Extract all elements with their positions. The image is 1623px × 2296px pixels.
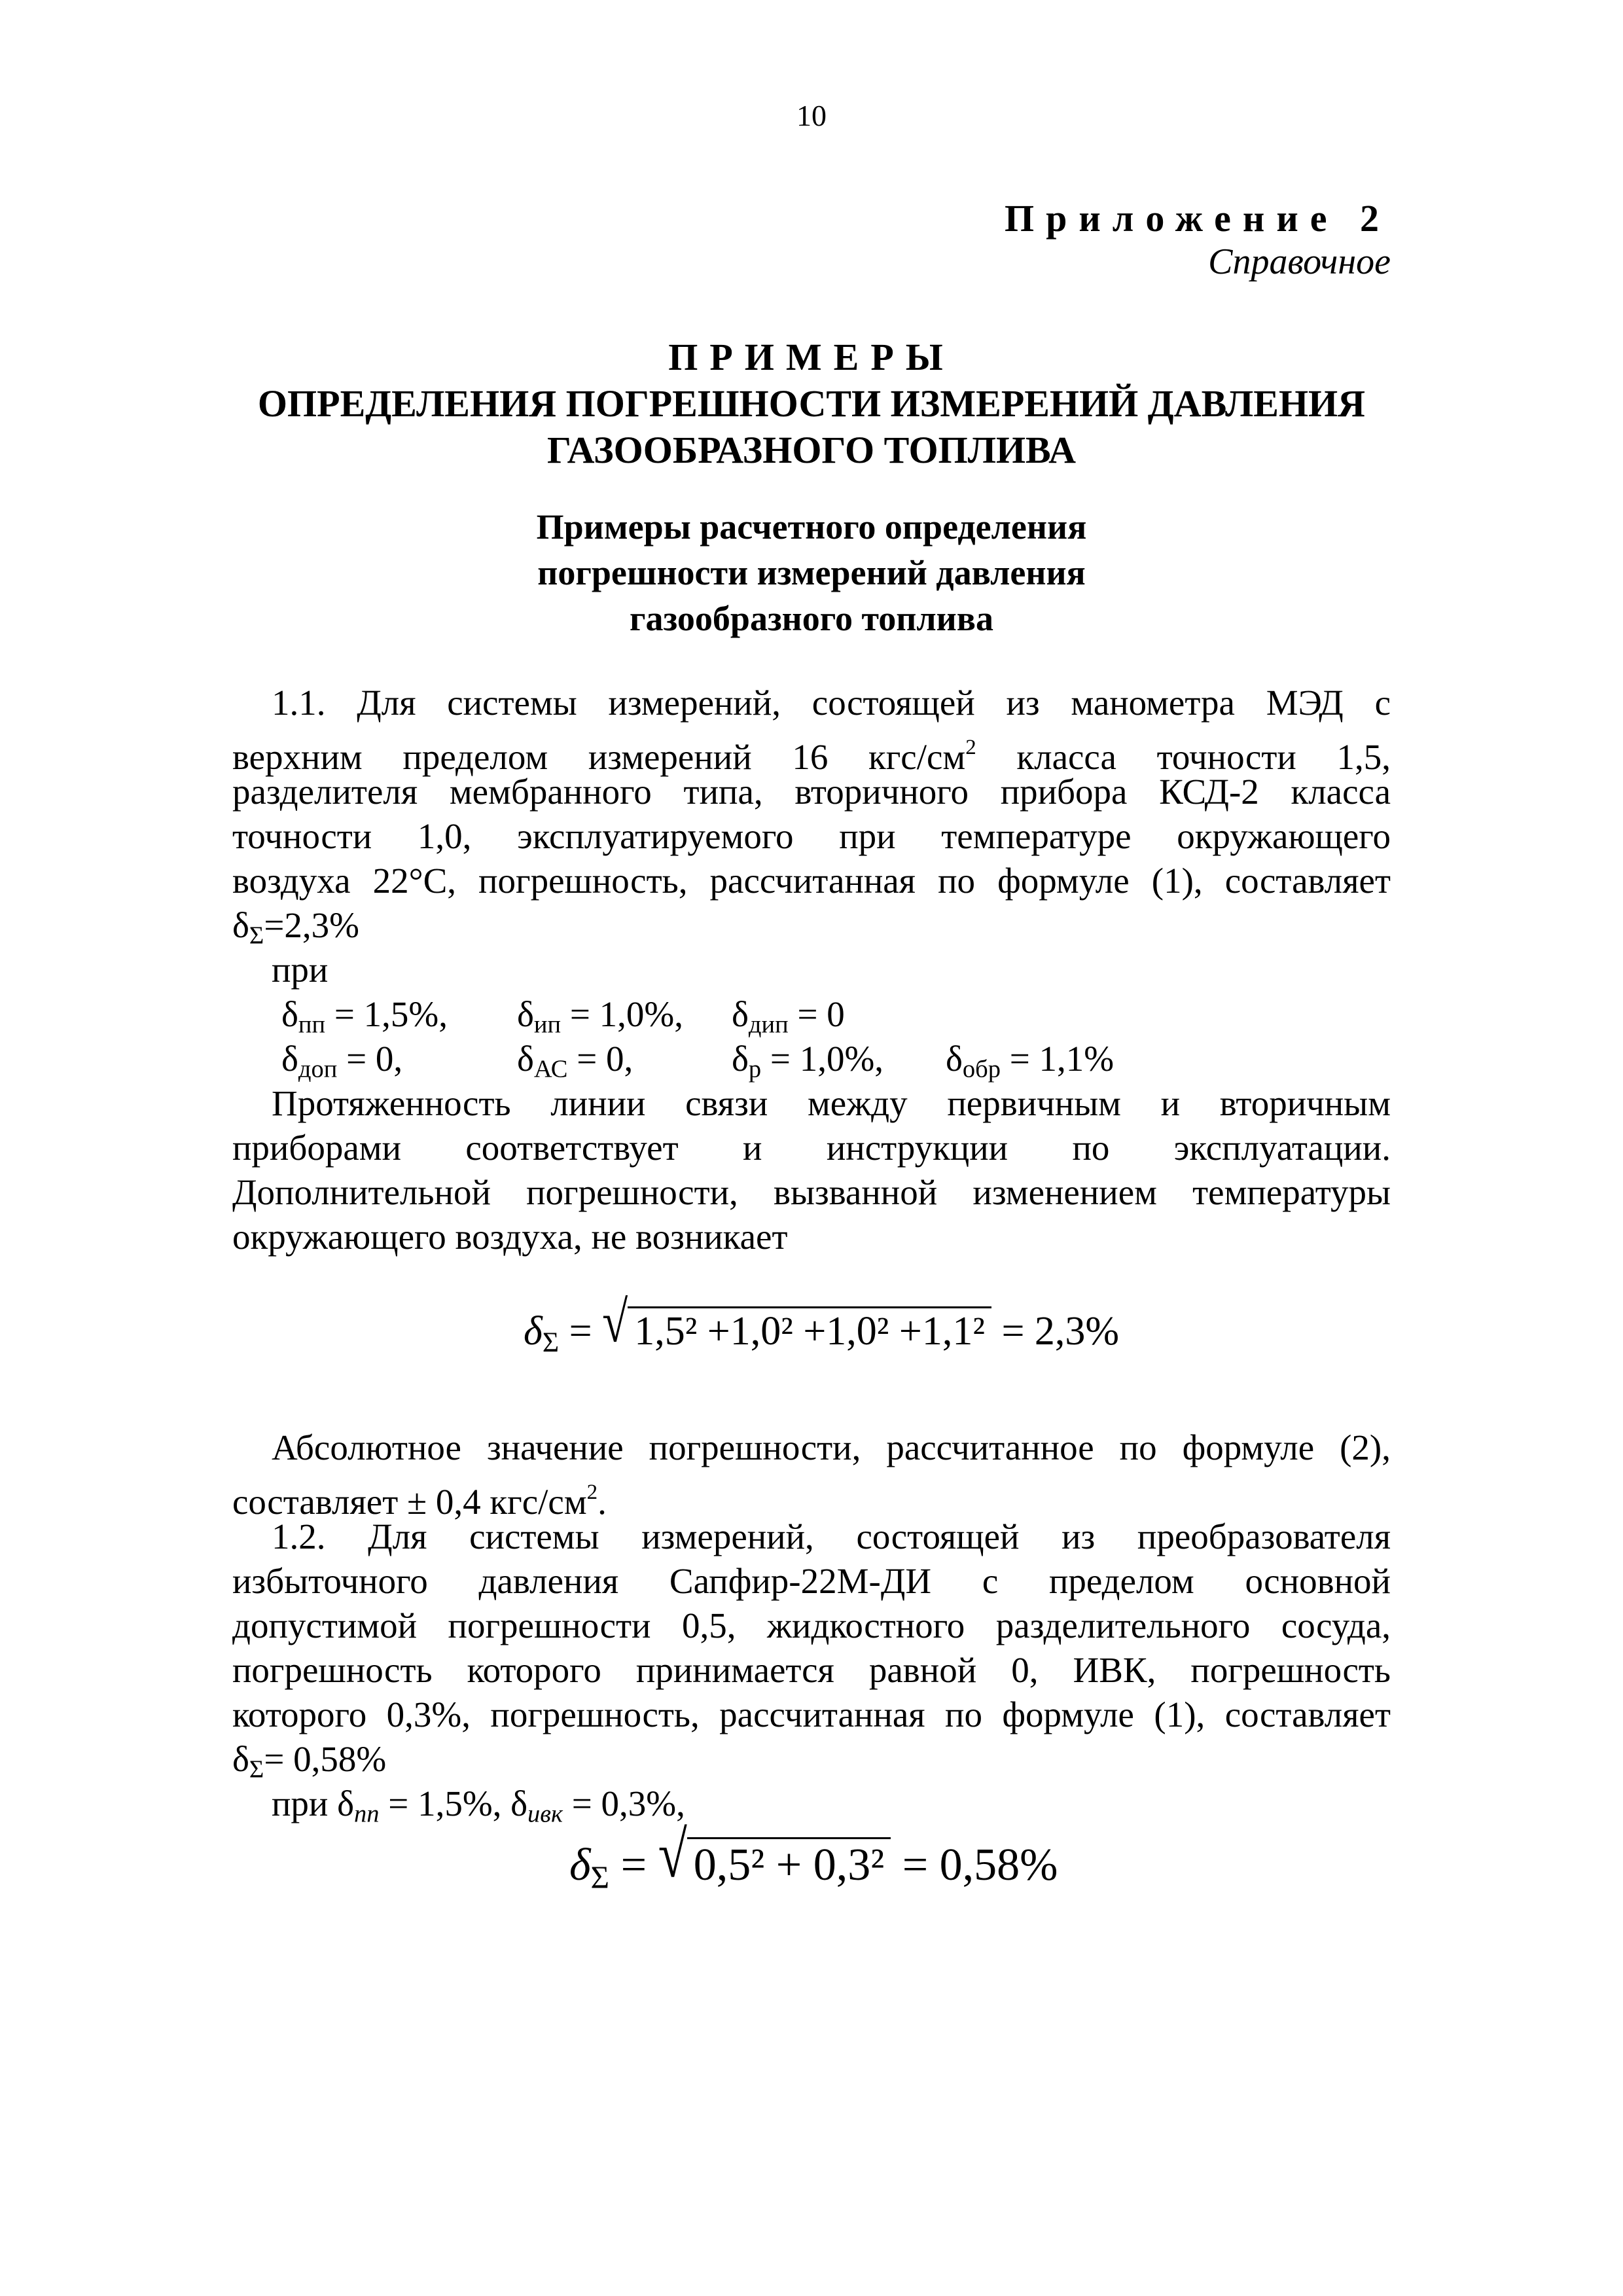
- value: = 0: [788, 994, 845, 1034]
- subscript: пп: [298, 1011, 326, 1039]
- title-line-3: ГАЗООБРАЗНОГО ТОПЛИВА: [547, 429, 1076, 471]
- subscript: дип: [748, 1011, 789, 1039]
- text: = 1,5%, δ: [379, 1784, 528, 1823]
- subscript: ивк: [527, 1800, 563, 1828]
- value: = 1,5%,: [325, 994, 448, 1034]
- root-sign: √: [602, 1289, 628, 1355]
- subscript: пп: [354, 1800, 380, 1828]
- paragraph-line: Абсолютное значение погрешности, рассчитанное по формуле (2),: [272, 1427, 1391, 1467]
- superscript: 2: [586, 1480, 598, 1504]
- delta-dop: $\delta_{доп} = 0$,: [281, 1039, 403, 1083]
- paragraph-line: точности 1,0, эксплуатируемого при температуре окружающего: [232, 816, 1391, 856]
- root-sign: √: [658, 1818, 687, 1892]
- formula-result: = 2,3%: [1001, 1309, 1120, 1354]
- delta-symbol: δ: [232, 1739, 249, 1779]
- value: = 1,1%: [1001, 1039, 1115, 1079]
- title-line-2: ОПРЕДЕЛЕНИЯ ПОГРЕШНОСТИ ИЗМЕРЕНИЙ ДАВЛЕНИЯ: [257, 382, 1366, 425]
- paragraph-line: [272, 1782, 1430, 1837]
- appendix-label: Приложение 2: [1005, 197, 1391, 240]
- subscript: доп: [298, 1055, 338, 1083]
- value: = 1,0%,: [561, 994, 683, 1034]
- title-line-1: ПРИМЕРЫ: [668, 336, 955, 378]
- delta-symbol: δ: [232, 905, 249, 945]
- paragraph-line: окружающего воздуха, не возникает: [232, 1217, 788, 1257]
- appendix-status: Справочное: [1208, 242, 1391, 282]
- formula-radicand: 1,5² +1,0² +1,0² +1,1²: [628, 1306, 991, 1355]
- delta-ac: $\delta_{АС} = 0$,: [517, 1039, 633, 1083]
- value: =2,3%: [264, 905, 359, 945]
- section-subtitle: [232, 504, 1391, 641]
- formula-radicand: 0,5² + 0,3²: [687, 1837, 891, 1892]
- subscript: Σ: [249, 922, 264, 950]
- formula-result: = 0,58%: [902, 1840, 1058, 1890]
- delta-dip: $\delta_{дип} = 0$: [732, 994, 845, 1039]
- value: = 0,: [337, 1039, 403, 1079]
- formula-1: $\delta_\Sigma$ = √ 1,5² +1,0² +1,0² +1,1² = 2,3%: [524, 1289, 1120, 1358]
- subtitle-line-3: газообразного топлива: [630, 599, 993, 638]
- paragraph-line: допустимой погрешности 0,5, жидкостного разделительного сосуда,: [232, 1605, 1391, 1645]
- paragraph-line: Дополнительной погрешности, вызванной изменением температуры: [232, 1172, 1391, 1212]
- delta-obr: $\delta_{обр} = 1,1\%$: [946, 1039, 1115, 1083]
- text: верхним пределом измерений 16 кгс/см: [232, 737, 966, 778]
- subscript: р: [748, 1055, 762, 1083]
- formula-lhs: δ: [569, 1840, 591, 1890]
- paragraph-line: воздуха 22°С, погрешность, рассчитанная по формуле (1), составляет: [232, 861, 1391, 901]
- paragraph-line: разделителя мембранного типа, вторичного прибора КСД-2 класса: [232, 772, 1391, 812]
- subtitle-line-2: погрешности измерений давления: [537, 553, 1086, 592]
- value: = 0,: [567, 1039, 633, 1079]
- paragraph-line: которого 0,3%, погрешность, рассчитанная по формуле (1), составляет: [232, 1695, 1391, 1734]
- subscript: ип: [533, 1011, 562, 1039]
- paragraph-line: погрешность которого принимается равной 0, ИВК, погрешность: [232, 1650, 1391, 1690]
- subscript: Σ: [590, 1859, 610, 1895]
- subtitle-line-1: Примеры расчетного определения: [536, 507, 1087, 547]
- paragraph-line: 1.1. Для системы измерений, состоящей из манометра МЭД с: [272, 683, 1391, 723]
- paragraph-line: при: [272, 950, 329, 990]
- paragraph-line: 1.2. Для системы измерений, состоящей из преобразователя: [272, 1516, 1391, 1556]
- document-title: [232, 334, 1391, 473]
- text: при δ: [272, 1784, 355, 1823]
- value: = 0,58%: [264, 1739, 387, 1779]
- text: класса точности 1,5,: [1016, 737, 1391, 778]
- paragraph-line: Протяженность линии связи между первичным и вторичным: [272, 1083, 1391, 1123]
- subscript: Σ: [542, 1326, 560, 1358]
- delta-pp: $\delta_{пп} = 1,5\%$,: [281, 994, 448, 1039]
- page-number: 10: [796, 99, 827, 132]
- value: = 1,0%,: [761, 1039, 884, 1079]
- subscript: Σ: [249, 1755, 264, 1784]
- subscript: АС: [533, 1055, 568, 1083]
- delta-p: $\delta_р = 1,0\%$,: [732, 1039, 884, 1083]
- text: = 0,3%,: [563, 1784, 685, 1823]
- superscript: 2: [965, 736, 976, 759]
- text: составляет ± 0,4 кгс/см: [232, 1482, 587, 1522]
- delta-ip: $\delta_{ип} = 1,0\%$,: [517, 994, 683, 1039]
- subscript: обр: [962, 1055, 1001, 1083]
- formula-2: $\delta_\Sigma$ = √ 0,5² + 0,3² = 0,58%: [569, 1818, 1058, 1895]
- paragraph-line: избыточного давления Сапфир-22М-ДИ с пределом основной: [232, 1561, 1391, 1601]
- paragraph-line: приборами соответствует и инструкции по эксплуатации.: [232, 1128, 1391, 1168]
- text: .: [597, 1482, 607, 1522]
- formula-lhs: δ: [524, 1309, 543, 1354]
